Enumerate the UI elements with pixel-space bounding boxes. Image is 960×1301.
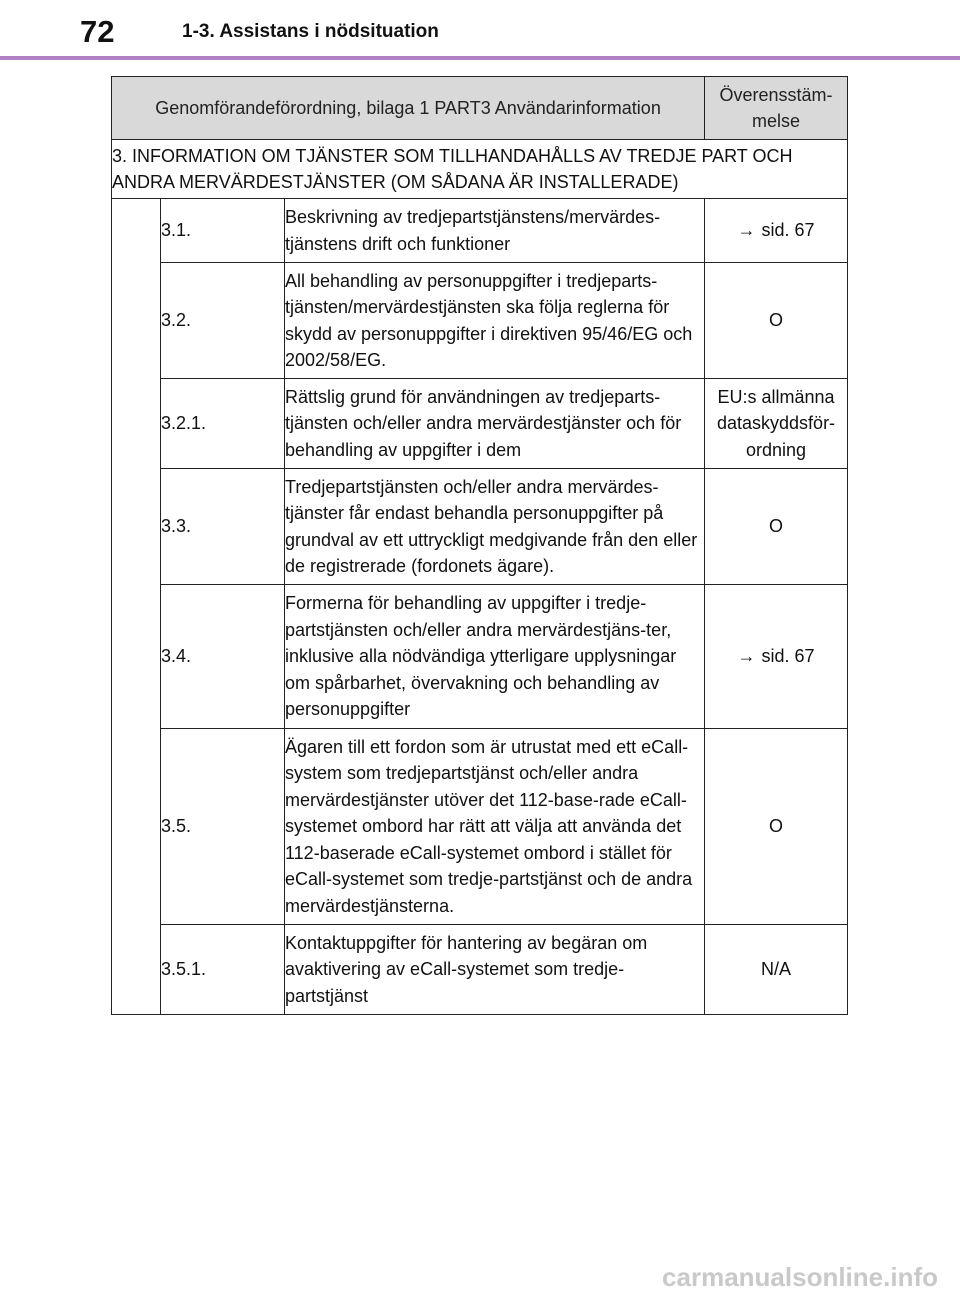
item-description: All behandling av personuppgifter i tredjeparts-tjänsten/mervärdestjänsten ska följa reglerna för skydd av personuppgifter i direktiven 95/46/EG och 2002/58/EG. [285, 263, 705, 379]
section-heading: 3. INFORMATION OM TJÄNSTER SOM TILLHANDAHÅLLS AV TREDJE PART OCH ANDRA MERVÄRDESTJÄNSTER (OM SÅDANA ÄR INSTALLERADE) [112, 140, 848, 199]
item-description: Tredjepartstjänsten och/eller andra mervärdes-tjänster får endast behandla personuppgifter på grundval av ett uttryckligt medgivande från den eller de registrerade (fordonets ägare). [285, 469, 705, 585]
table-row [112, 585, 848, 729]
item-number: 3.4. [161, 585, 285, 729]
compliance-cell [705, 925, 848, 1015]
item-number: 3.2. [161, 263, 285, 379]
item-description: Ägaren till ett fordon som är utrustat med ett eCall-system som tredjepartstjänst och/eller andra mervärdestjänster utöver det 112-base-rade eCall-systemet ombord har rätt att välja att använda det 112-baserade eCall-systemet ombord i stället för eCall-systemet som tredje-partstjänst och de andra mervärdestjänsterna. [285, 729, 705, 925]
item-number: 3.3. [161, 469, 285, 585]
column-header-compliance [705, 77, 848, 140]
arrow-right-icon: → [737, 220, 756, 241]
regulation-table [111, 76, 848, 1015]
compliance-cell [705, 263, 848, 379]
page-number: 72 [80, 14, 115, 49]
item-number: 3.5.1. [161, 925, 285, 1015]
item-description: Formerna för behandling av uppgifter i tredje-partstjänsten och/eller andra mervärdestjäns-ter, inklusive alla nödvändiga ytterligare upplysningar om spårbarhet, övervakning och behandling av personuppgifter [285, 585, 705, 729]
compliance-value: EU:s allmänna dataskyddsför-ordning [717, 386, 836, 460]
section-title: 1-3. Assistans i nödsituation [182, 21, 439, 42]
compliance-cell [705, 585, 848, 729]
compliance-value: O [769, 816, 784, 837]
table-row [112, 379, 848, 469]
table-header-row [112, 77, 848, 140]
table-row [112, 729, 848, 925]
compliance-cell [705, 199, 848, 263]
indent-cell [112, 199, 161, 1015]
item-description: Kontaktuppgifter för hantering av begäran om avaktivering av eCall-systemet som tredje-partstjänst [285, 925, 705, 1015]
section-heading-row [112, 140, 848, 199]
compliance-cell [705, 469, 848, 585]
item-number: 3.1. [161, 199, 285, 263]
arrow-right-icon: → [737, 646, 756, 667]
compliance-cell [705, 729, 848, 925]
item-number: 3.2.1. [161, 379, 285, 469]
item-description: Rättslig grund för användningen av tredjeparts-tjänsten och/eller andra mervärdestjänster och för behandling av uppgifter i dem [285, 379, 705, 469]
item-description: Beskrivning av tredjepartstjänstens/mervärdes-tjänstens drift och funktioner [285, 199, 705, 263]
header-divider [0, 56, 960, 60]
table-row [112, 199, 848, 263]
column-header-regulation-label: Genomförandeförordning, bilaga 1 PART3 Användarinformation [155, 97, 661, 118]
table-row [112, 263, 848, 379]
compliance-value: O [769, 516, 784, 537]
watermark: carmanualsonline.info [662, 1262, 938, 1292]
table-row [112, 925, 848, 1015]
item-number: 3.5. [161, 729, 285, 925]
compliance-cell [705, 379, 848, 469]
column-header-regulation [112, 77, 705, 140]
table-row [112, 469, 848, 585]
compliance-value: N/A [761, 959, 792, 980]
page-header [0, 0, 960, 58]
compliance-value: sid. 67 [761, 646, 815, 667]
compliance-value: O [769, 310, 784, 331]
compliance-value: sid. 67 [761, 220, 815, 241]
column-header-compliance-label: Överensstäm- melse [719, 84, 833, 131]
